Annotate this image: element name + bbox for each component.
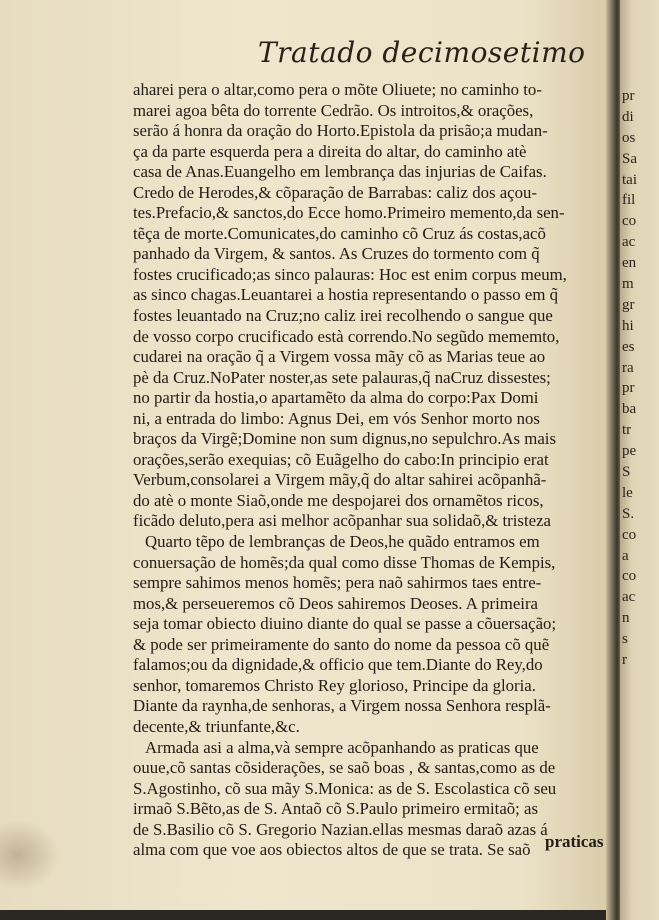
- text-line: fostes crucificado;as sinco palauras: Hoc est enim corpus meum,: [133, 264, 567, 284]
- fragment: tr: [622, 422, 632, 439]
- fragment: co: [622, 568, 637, 585]
- text-line: aharei pera o altar,como pera o mõte Oliuete; no caminho to-: [133, 80, 542, 99]
- text-line: pè da Cruz.NoPater noster,as sete palauras,q̃ naCruz dissestes;: [133, 367, 551, 387]
- text-line: marei agoa bêta do torrente Cedrão. Os introitos,& orações,: [133, 100, 534, 120]
- catchword: praticas: [545, 832, 604, 851]
- fragment: le: [622, 484, 633, 501]
- fragment: ra: [622, 359, 634, 376]
- text-line: S.Agostinho, cõ sua mãy S.Monica: as de S. Escolastica cõ seu: [133, 778, 557, 798]
- text-line: Credo de Herodes,& cõparação de Barrabas: caliz dos açou-: [133, 182, 537, 202]
- fragment: ba: [622, 401, 637, 418]
- text-line: ficãdo deluto,pera asi melhor acõpanhar sua solidaõ,& tristeza: [133, 511, 551, 531]
- fragment: pr: [622, 88, 635, 104]
- text-line: braços da Virgẽ;Domine non sum dignus,no sepulchro.As mais: [133, 429, 556, 449]
- text-line: as sinco chagas.Leuantarei a hostia representando o passo em q̃: [133, 285, 558, 305]
- fragment: S: [622, 464, 631, 481]
- text-line: seja tomar obiecto diuino diante do qual se passe a cõuersação;: [133, 614, 557, 634]
- text-line: fostes leuantado na Cruz;no caliz irei recolhendo o sangue que: [133, 306, 553, 326]
- fragment: ac: [622, 589, 636, 606]
- page-stain: [0, 820, 60, 890]
- text-line: casa de Anas.Euangelho em lembrança das injurias de Caifas.: [133, 162, 547, 182]
- fragment: es: [622, 338, 635, 355]
- text-line: senhor, tomaremos Christo Rey glorioso, Principe da gloria.: [133, 675, 536, 695]
- fragment: Sa: [622, 150, 637, 167]
- text-line: tẽça de morte.Comunicates,do caminho cõ Cruz ás costas,acõ: [133, 223, 546, 243]
- text-line: & pode ser primeiramente do santo do nome da pessoa cõ quẽ: [133, 634, 550, 654]
- fragment: os: [622, 129, 636, 146]
- text-line: de S.Basilio cõ S. Gregorio Nazian.ellas mesmas daraõ azas á: [133, 819, 548, 839]
- text-line: irmaõ S.Bẽto,as de S. Antaõ cõ S.Paulo primeiro ermitaõ; as: [133, 799, 539, 819]
- text-line: alma com que voe aos obiectos altos de que se trata. Se saõ: [133, 840, 531, 860]
- text-line: Diante da raynha,de senhoras, a Virgem nossa Senhora resplã-: [133, 696, 551, 716]
- fragment: m: [622, 276, 634, 293]
- text-line: ça da parte esquerda pera a direita do altar, do caminho atè: [133, 141, 527, 161]
- text-line: conuersação de homẽs;da qual como disse Thomas de Kempis,: [133, 552, 556, 572]
- text-line: panhado da Virgem, & santos. As Cruzes do tormento com q̃: [133, 244, 540, 264]
- facing-page-fragments: [622, 86, 637, 671]
- text-line: no partir da hostia,o apartamẽto da alma do corpo:Pax Domi: [133, 388, 539, 408]
- text-line: sempre sahimos menos homẽs; pera naõ sahirmos taes entre-: [133, 573, 542, 593]
- fragment: ac: [622, 234, 636, 251]
- text-line: decente,& triunfante,&c.: [133, 716, 300, 736]
- text-line: ni, a entrada do limbo: Agnus Dei, em vós Senhor morto nos: [133, 408, 540, 428]
- text-line: de vosso corpo crucificado està correndo.No segũdo mememto,: [133, 326, 560, 346]
- text-line: serão á honra da oração do Horto.Epistola da prisão;a mudan-: [133, 121, 548, 141]
- fragment: r: [622, 652, 627, 669]
- fragment: n: [622, 610, 630, 627]
- fragment: pr: [622, 380, 635, 397]
- fragment: tai: [622, 171, 637, 188]
- fragment: hi: [622, 317, 634, 334]
- fragment: en: [622, 255, 637, 272]
- text-line: ouue,cõ santas cõsiderações, se saõ boas , & santas,como as de: [133, 758, 556, 778]
- fragment: s: [622, 631, 628, 648]
- fragment: pe: [622, 443, 637, 460]
- fragment: gr: [622, 296, 635, 313]
- running-head: Tratado decimosetimo: [258, 36, 586, 69]
- fragment: di: [622, 108, 634, 125]
- text-line: mos,& perseueremos cõ Deos sahiremos Deoses. A primeira: [133, 593, 538, 613]
- fragment: a: [622, 547, 629, 564]
- paragraph-start-line: Armada asi a alma,và sempre acõpanhando as praticas que: [145, 737, 539, 757]
- body-text: [133, 80, 609, 861]
- fragment: co: [622, 526, 637, 543]
- text-line: tes.Prefacio,& sanctos,do Ecce homo.Primeiro memento,da sen-: [133, 203, 565, 223]
- text-line: cudarei na oração q̃ a Virgem vossa mãy cõ as Marias teue ao: [133, 347, 546, 367]
- paragraph-start-line: Quarto tẽpo de lembranças de Deos,he quãdo entramos em: [145, 532, 540, 552]
- text-line: falamos;ou da dignidade,& officio que tem.Diante do Rey,do: [133, 655, 543, 675]
- text-line: Verbum,consolarei a Virgem mãy,q̃ do altar sahirei acõpanhã-: [133, 470, 547, 490]
- text-line: orações,serão exequias; cõ Euãgelho do cabo:In principio erat: [133, 449, 549, 469]
- text-line: do atè o monte Siaõ,onde me despojarei dos ornamẽtos ricos,: [133, 490, 544, 510]
- fragment: fil: [622, 192, 636, 209]
- fragment: co: [622, 213, 637, 230]
- fragment: S.: [622, 505, 635, 522]
